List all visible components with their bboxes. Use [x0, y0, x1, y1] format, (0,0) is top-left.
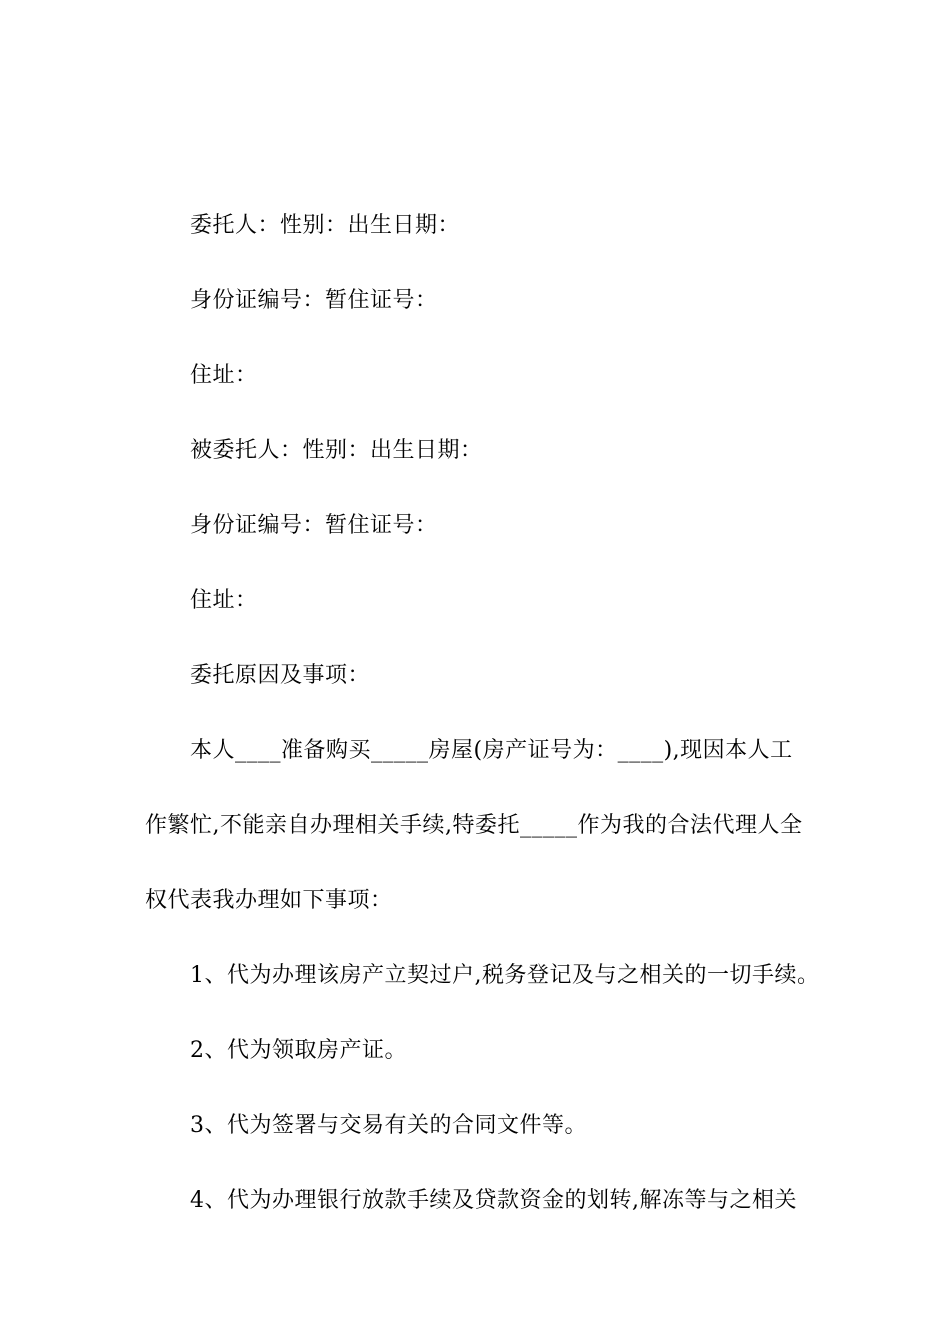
agent-address-line: 住址： — [190, 588, 258, 613]
body-paragraph-line-2: 作繁忙,不能亲自办理相关手续,特委托_____作为我的合法代理人全 — [145, 813, 803, 838]
principal-address-line: 住址： — [190, 363, 258, 388]
body-paragraph-line-3: 权代表我办理如下事项： — [145, 888, 393, 913]
list-item-4: 4、代为办理银行放款手续及贷款资金的划转,解冻等与之相关 — [190, 1188, 797, 1213]
agent-id-line: 身份证编号：暂住证号： — [190, 513, 438, 538]
body-paragraph-line-1: 本人____准备购买_____房屋(房产证号为：____),现因本人工 — [190, 738, 793, 763]
agent-info-line: 被委托人：性别：出生日期： — [190, 438, 483, 463]
list-item-2: 2、代为领取房产证。 — [190, 1038, 407, 1063]
list-item-3: 3、代为签署与交易有关的合同文件等。 — [190, 1113, 587, 1138]
principal-id-line: 身份证编号：暂住证号： — [190, 288, 438, 313]
reason-heading: 委托原因及事项： — [190, 663, 371, 688]
principal-info-line: 委托人：性别：出生日期： — [190, 213, 461, 238]
list-item-1: 1、代为办理该房产立契过户,税务登记及与之相关的一切手续。 — [190, 963, 820, 988]
